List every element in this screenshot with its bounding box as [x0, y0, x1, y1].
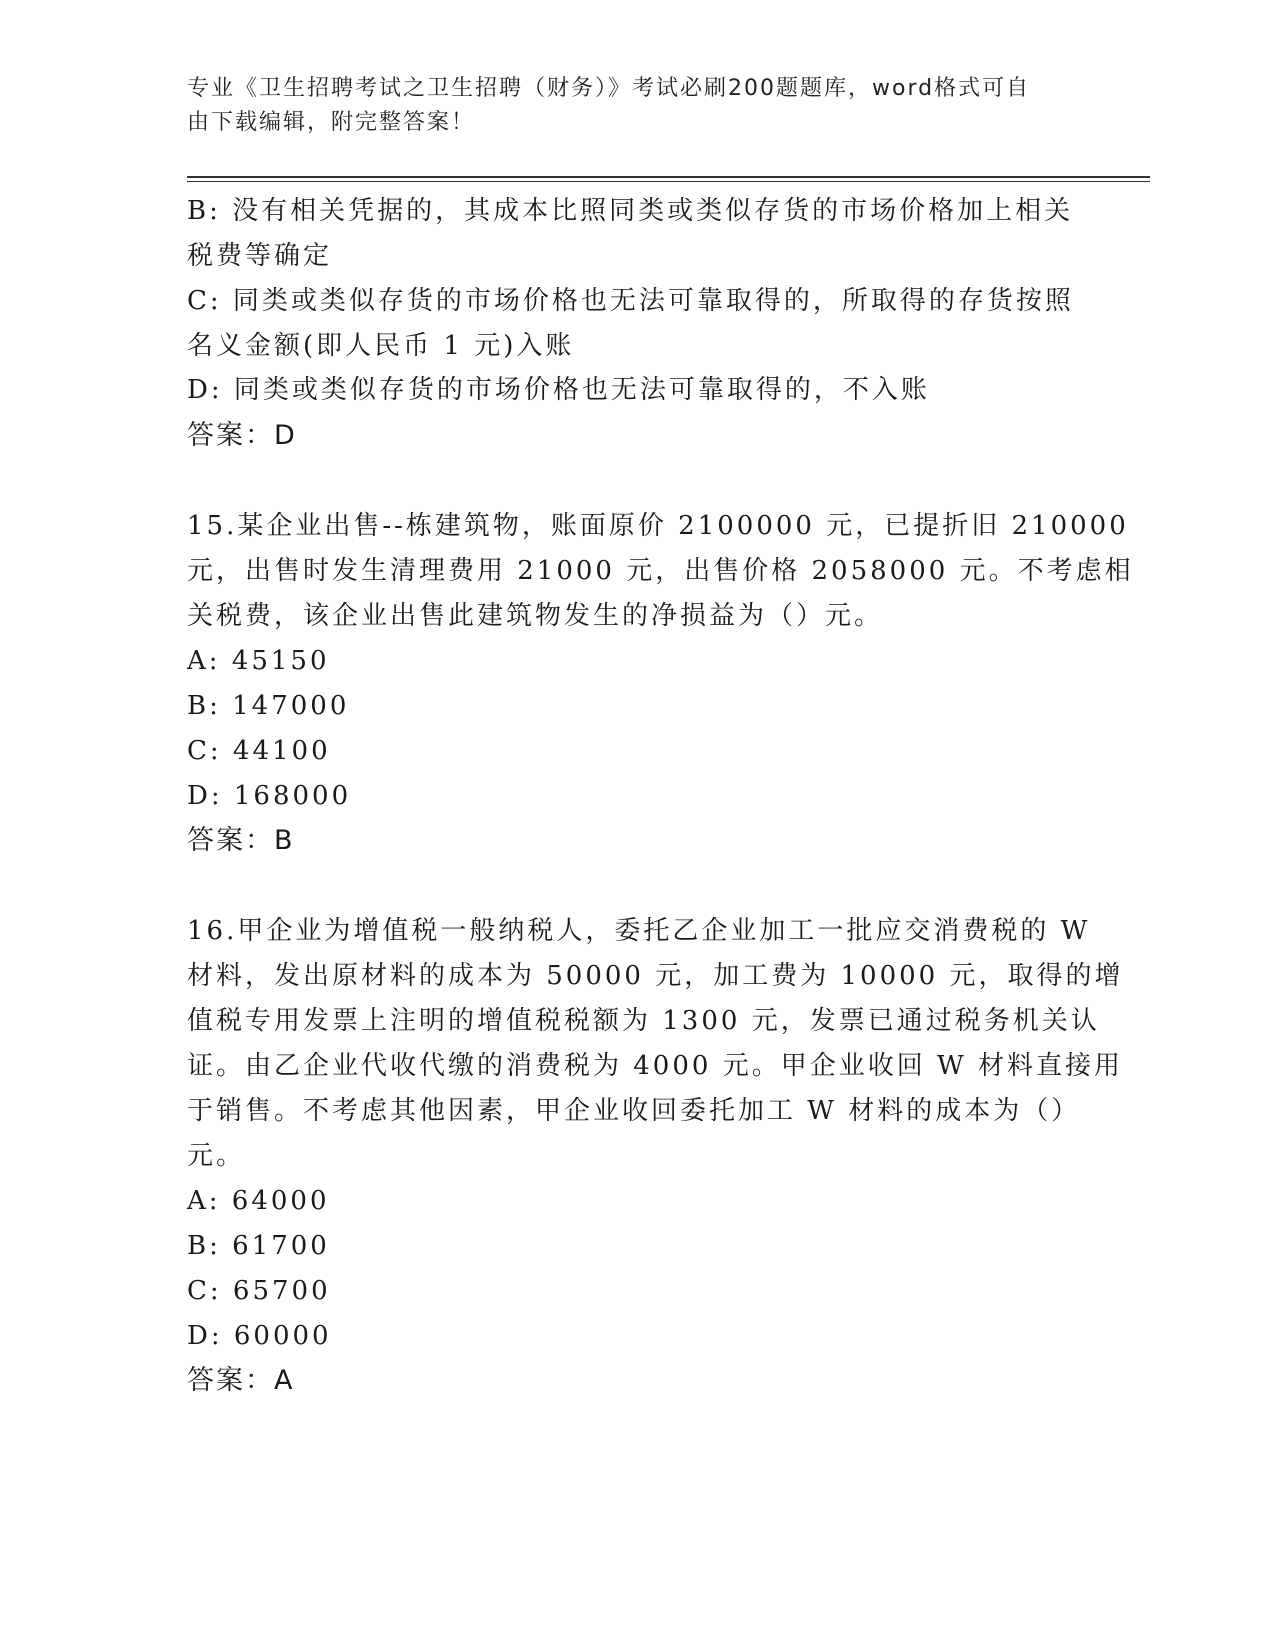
q15-stem-line-1: 15.某企业出售--栋建筑物，账面原价 2100000 元，已提折旧 210000 — [187, 511, 1129, 541]
q15-option-c: C: 44100 — [187, 736, 331, 766]
q16-option-d: D: 60000 — [187, 1321, 332, 1351]
q16-option-a: A: 64000 — [187, 1186, 330, 1216]
q16-stem-line-3: 值税专用发票上注明的增值税税额为 1300 元，发票已通过税务机关认 — [187, 1006, 1100, 1036]
prev-option-b-line-2: 税费等确定 — [187, 241, 333, 271]
q15-stem-line-2: 元，出售时发生清理费用 21000 元，出售价格 2058000 元。不考虑相 — [187, 556, 1134, 586]
q16-option-b: B: 61700 — [187, 1231, 330, 1261]
prev-option-d: D: 同类或类似存货的市场价格也无法可靠取得的，不入账 — [187, 375, 930, 405]
q16-stem-line-6: 元。 — [187, 1141, 246, 1171]
prev-answer: 答案：D — [187, 420, 297, 451]
q15-option-a: A: 45150 — [187, 646, 330, 676]
prev-option-c-line-2: 名义金额(即人民币 1 元)入账 — [187, 331, 575, 361]
q16-answer: 答案：A — [187, 1365, 295, 1396]
q16-stem-line-5: 于销售。不考虑其他因素，甲企业收回委托加工 W 材料的成本为（） — [187, 1096, 1081, 1126]
q15-answer: 答案：B — [187, 825, 295, 856]
prev-option-c-line-1: C: 同类或类似存货的市场价格也无法可靠取得的，所取得的存货按照 — [187, 286, 1074, 316]
q16-stem-line-4: 证。由乙企业代收代缴的消费税为 4000 元。甲企业收回 W 材料直接用 — [187, 1051, 1123, 1081]
header-divider-thick — [187, 176, 1150, 178]
q16-stem-line-2: 材料，发出原材料的成本为 50000 元，加工费为 10000 元，取得的增 — [187, 961, 1124, 991]
q16-option-c: C: 65700 — [187, 1276, 331, 1306]
header-line-1: 专业《卫生招聘考试之卫生招聘（财务）》考试必刷200题题库，word格式可自 — [187, 76, 1031, 101]
prev-option-b-line-1: B: 没有相关凭据的，其成本比照同类或类似存货的市场价格加上相关 — [187, 196, 1074, 226]
q15-option-d: D: 168000 — [187, 781, 352, 811]
document-header — [187, 72, 1067, 140]
header-line-2: 由下载编辑，附完整答案！ — [187, 110, 476, 135]
q16-stem-line-1: 16.甲企业为增值税一般纳税人，委托乙企业加工一批应交消费税的 W — [187, 916, 1091, 946]
q15-stem-line-3: 关税费，该企业出售此建筑物发生的净损益为（）元。 — [187, 601, 884, 631]
q15-option-b: B: 147000 — [187, 691, 350, 721]
header-divider-thin — [187, 181, 1150, 182]
